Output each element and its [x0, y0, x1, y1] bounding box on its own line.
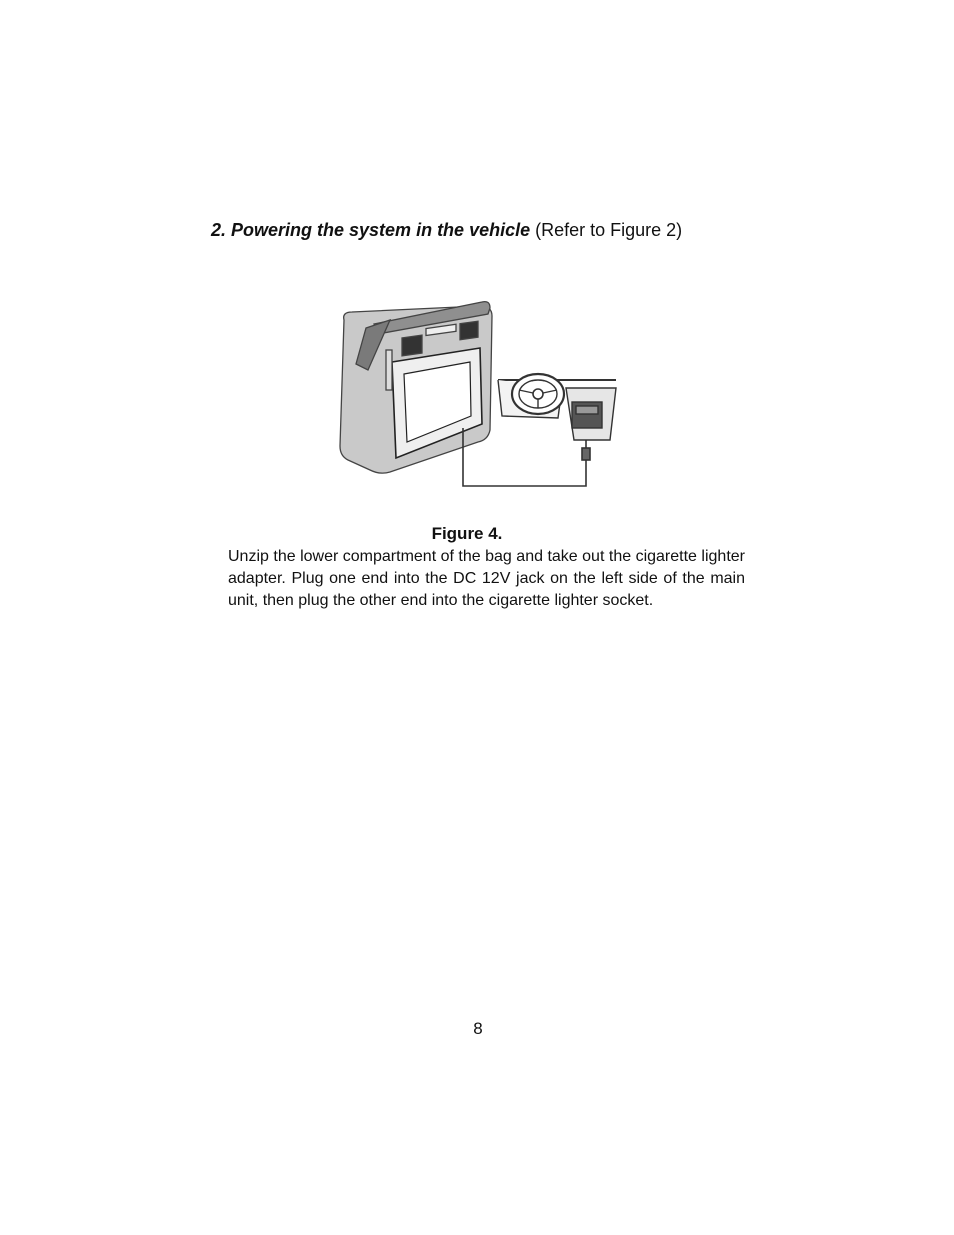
- vehicle-power-illustration: [330, 290, 620, 490]
- page-number: 8: [473, 1019, 483, 1038]
- section-heading-title: 2. Powering the system in the vehicle: [211, 220, 531, 240]
- instruction-paragraph: Unzip the lower compartment of the bag and take out the cigarette lighter adapter. Plug one end into the DC 12V jack on the left side of the main unit, then plug the other end into the cigarette lighter socket.: [228, 548, 745, 609]
- section-heading-reference: (Refer to Figure 2): [530, 220, 683, 240]
- figure-caption: Figure 4.: [431, 524, 503, 543]
- dvd-player-bag: [340, 302, 492, 474]
- section-heading: [211, 218, 682, 242]
- car-dashboard-illustration: [498, 374, 616, 440]
